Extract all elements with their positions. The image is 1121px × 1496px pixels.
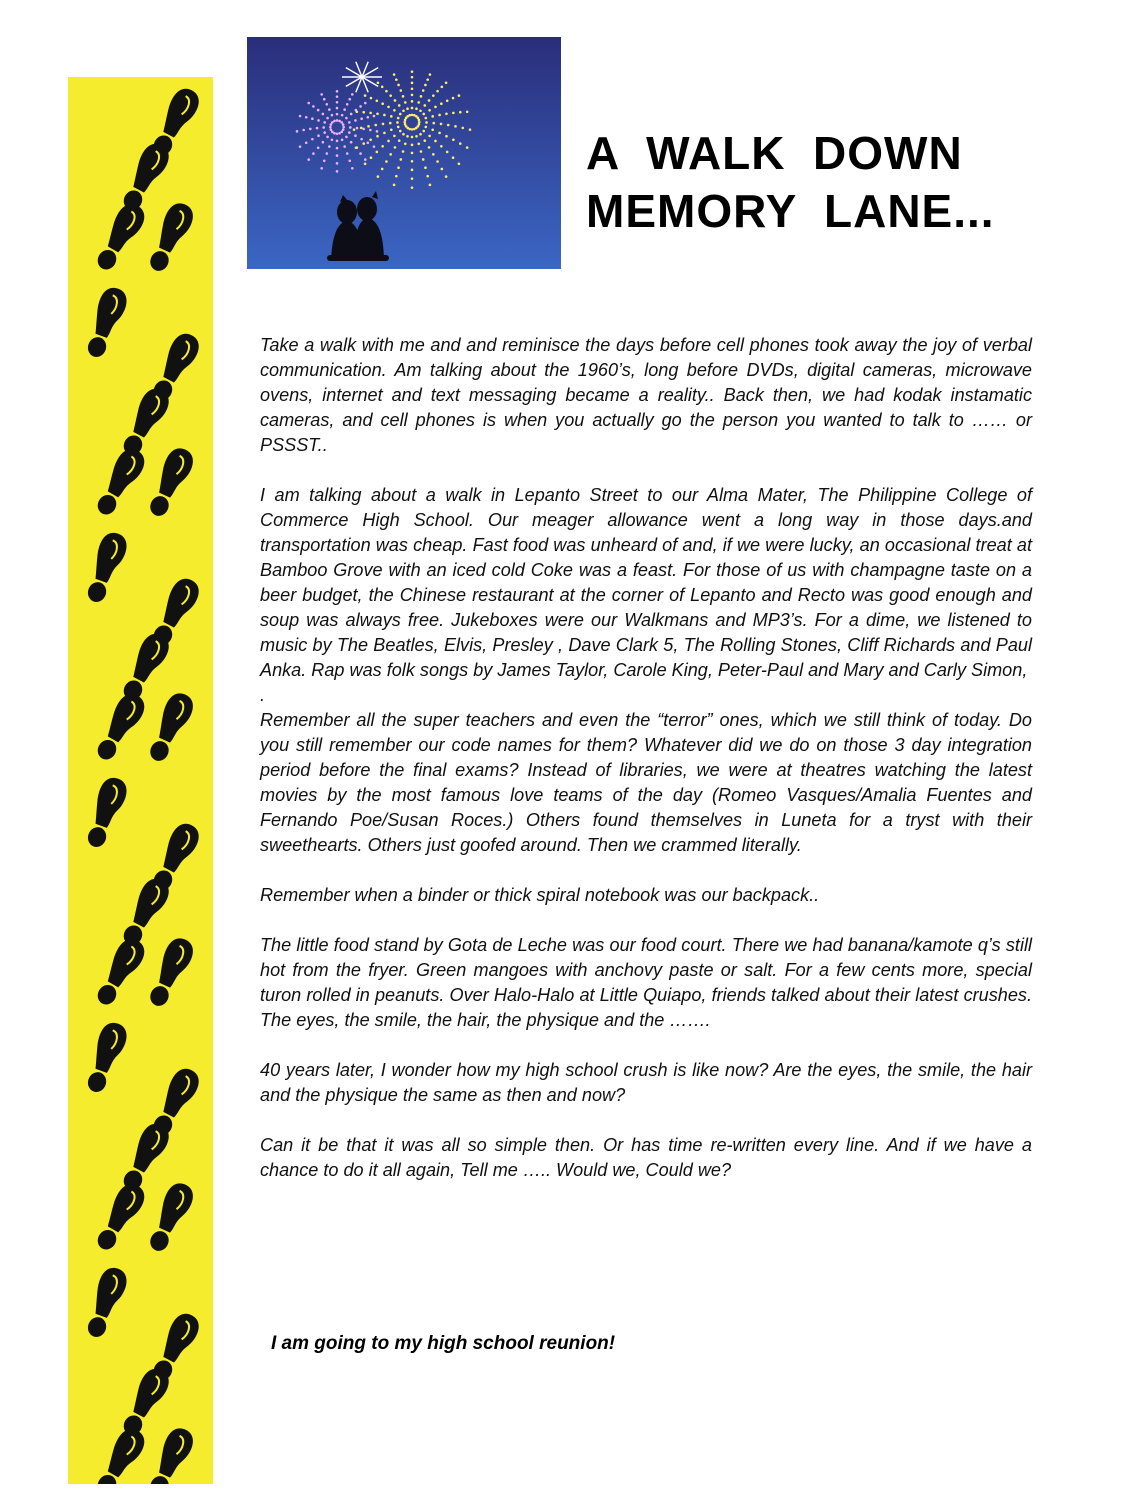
paragraph-lepanto: I am talking about a walk in Lepanto Street to our Alma Mater, The Philippine College of Commerce High School. Our meager allowance went a long way in those days.and transportation was cheap. Fast food was unheard of and, if we were lucky, an occasional treat at Bamboo Grove with an iced cold Coke was a feast. For those of us with champagne taste on a beer budget, the Chinese restaurant at the corner of Lepanto and Recto was good enough and soup was always free. Jukeboxes were our Walkmans and MP3’s. For a dime, we listened to music by The Beatles, Elvis, Presley , Dave Clark 5, The Rolling Stones, Cliff Richards and Paul Anka. Rap was folk songs by James Taylor, Carole King, Peter-Paul and Mary and Carly Simon, xyxy=(260,485,1032,680)
footprints-illustration xyxy=(68,77,213,1484)
fireworks-couple-illustration xyxy=(247,37,561,269)
footprint-icon xyxy=(81,1019,131,1096)
footprint-icon xyxy=(116,384,173,460)
footprint-icon xyxy=(143,1424,198,1484)
footprint-icon xyxy=(143,689,198,766)
footprint-icon xyxy=(116,1119,173,1195)
title-line-1: A WALK DOWN xyxy=(586,127,963,179)
paragraph-backpack: Remember when a binder or thick spiral notebook was our backpack.. xyxy=(260,885,820,905)
fireworks-image xyxy=(247,37,561,269)
paragraph-40-years: 40 years later, I wonder how my high school crush is like now? Are the eyes, the smile, the hair and the physique the same as then and now? xyxy=(260,1060,1032,1105)
footprint-icon xyxy=(90,199,149,275)
footprint-icon xyxy=(81,1264,131,1341)
footprint-icon xyxy=(81,774,131,851)
footprint-icon xyxy=(81,284,131,361)
paragraph-intro: Take a walk with me and and reminisce the days before cell phones took away the joy of verbal communication. Am talking about the 1960’s, long before DVDs, digital cameras, microwave ovens, internet and text messaging became a reality.. Back then, we had kodak instamatic cameras, and cell phones is when you actually go the person you wanted to talk to …… or PSSST.. xyxy=(260,335,1032,455)
footprint-icon xyxy=(90,1424,149,1484)
paragraph-teachers: Remember all the super teachers and even the “terror” ones, which we still think of today. Do you still remember our code names for them? Whatever did we do on those 3 day integration period before the final exams? Instead of libraries, we were at theatres watching the latest movies by the most famous love teams of the day (Romeo Vasques/Amalia Fuentes and Fernando Poe/Susan Roces.) Others found themselves in Luneta for a tryst with their sweethearts. Others just goofed around. Then we crammed literally. xyxy=(260,710,1032,855)
footprint-icon xyxy=(81,529,131,606)
paragraph-food-stand: The little food stand by Gota de Leche was our food court. There we had banana/kamote q’s still hot from the fryer. Green mangoes with anchovy paste or salt. For a few cents more, special turon rolled in peanuts. Over Halo-Halo at Little Quiapo, friends talked about their latest crushes. The eyes, the smile, the hair, the physique and the ……. xyxy=(260,935,1032,1030)
footprint-icon xyxy=(90,1179,149,1255)
closing-line: I am going to my high school reunion! xyxy=(271,1333,616,1354)
footprint-icon xyxy=(90,934,149,1010)
footprint-icon xyxy=(116,1364,173,1440)
paragraph-simple-then: Can it be that it was all so simple then. Or has time re-written every line. And if we have a chance to do it all again, Tell me ….. Would we, Could we? xyxy=(260,1135,1032,1180)
footprint-icon xyxy=(143,199,198,276)
night-sky xyxy=(247,37,561,269)
footprint-icon xyxy=(90,444,149,520)
footprint-strip xyxy=(68,77,213,1484)
article-body xyxy=(260,333,1032,1208)
footprint-icon xyxy=(143,934,198,1011)
footprint-icon xyxy=(90,689,149,765)
footprint-icon xyxy=(143,444,198,521)
footprint-icon xyxy=(116,629,173,705)
footprint-icon xyxy=(116,874,173,950)
page-title xyxy=(586,124,1106,240)
footprint-icon xyxy=(116,139,173,215)
stray-period: . xyxy=(260,685,266,705)
footprint-icon xyxy=(143,1179,198,1256)
title-line-2: MEMORY LANE... xyxy=(586,185,995,237)
